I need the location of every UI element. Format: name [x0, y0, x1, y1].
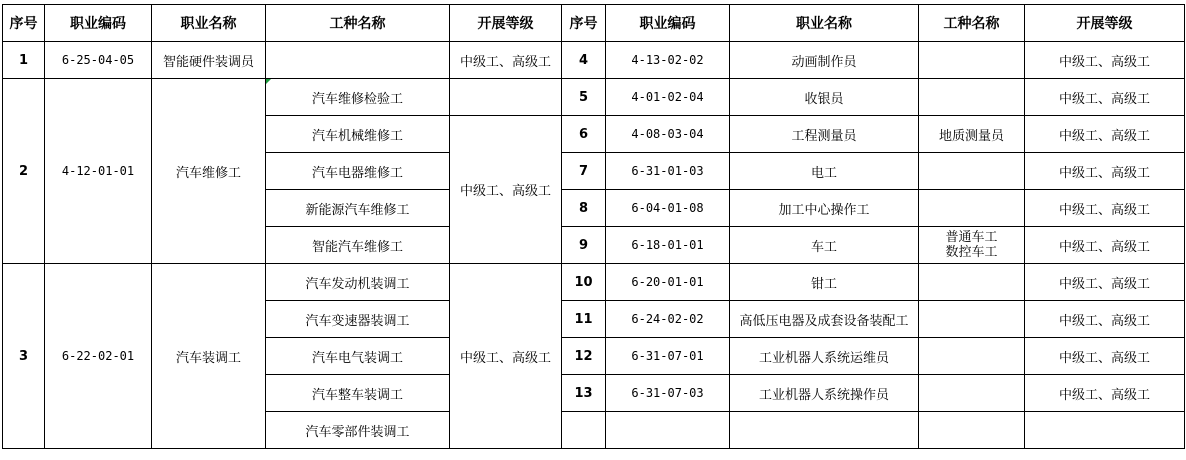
code-cell — [606, 412, 730, 449]
seq-cell: 3 — [3, 264, 45, 449]
seq-cell: 12 — [562, 338, 606, 375]
occupation-cell: 车工 — [730, 227, 919, 264]
trade-cell — [919, 264, 1025, 301]
seq-cell: 7 — [562, 153, 606, 190]
seq-cell: 2 — [3, 79, 45, 264]
trade-cell — [919, 301, 1025, 338]
trade-cell — [919, 153, 1025, 190]
seq-cell: 11 — [562, 301, 606, 338]
level-cell: 中级工、高级工 — [1025, 42, 1185, 79]
header-trade: 工种名称 — [266, 5, 450, 42]
header-trade: 工种名称 — [919, 5, 1025, 42]
code-cell: 6-18-01-01 — [606, 227, 730, 264]
occupation-cell: 高低压电器及成套设备装配工 — [730, 301, 919, 338]
occupation-cell: 汽车维修工 — [152, 79, 266, 264]
code-cell: 4-08-03-04 — [606, 116, 730, 153]
trade-cell — [919, 338, 1025, 375]
table-row — [3, 264, 1185, 301]
occupation-cell — [730, 412, 919, 449]
trade-cell: 汽车发动机装调工 — [266, 264, 450, 301]
code-cell: 6-31-07-03 — [606, 375, 730, 412]
code-cell: 4-13-02-02 — [606, 42, 730, 79]
table-row — [3, 42, 1185, 79]
trade-cell — [919, 79, 1025, 116]
trade-line: 普通车工 — [945, 230, 998, 245]
seq-cell: 8 — [562, 190, 606, 227]
level-cell: 中级工、高级工 — [1025, 375, 1185, 412]
occupation-cell: 汽车装调工 — [152, 264, 266, 449]
code-cell: 4-12-01-01 — [45, 79, 152, 264]
level-cell: 中级工、高级工 — [450, 42, 562, 79]
header-seq: 序号 — [562, 5, 606, 42]
code-cell: 6-31-07-01 — [606, 338, 730, 375]
trade-cell — [266, 42, 450, 79]
level-cell: 中级工、高级工 — [1025, 79, 1185, 116]
occupation-cell: 工业机器人系统操作员 — [730, 375, 919, 412]
level-cell: 中级工、高级工 — [1025, 153, 1185, 190]
level-cell: 中级工、高级工 — [450, 264, 562, 449]
header-code: 职业编码 — [606, 5, 730, 42]
occupation-cell: 电工 — [730, 153, 919, 190]
code-cell: 6-04-01-08 — [606, 190, 730, 227]
trade-cell: 汽车机械维修工 — [266, 116, 450, 153]
header-seq: 序号 — [3, 5, 45, 42]
trade-cell — [919, 227, 1025, 264]
occupation-cell: 钳工 — [730, 264, 919, 301]
header-occupation: 职业名称 — [730, 5, 919, 42]
trade-cell — [919, 42, 1025, 79]
trade-cell: 汽车维修检验工 — [266, 79, 450, 116]
code-cell: 6-25-04-05 — [45, 42, 152, 79]
level-cell: 中级工、高级工 — [1025, 190, 1185, 227]
trade-cell — [919, 375, 1025, 412]
seq-cell: 6 — [562, 116, 606, 153]
occupation-cell: 智能硬件装调员 — [152, 42, 266, 79]
occupation-cell: 动画制作员 — [730, 42, 919, 79]
level-cell-empty — [450, 79, 562, 116]
occupation-cell: 加工中心操作工 — [730, 190, 919, 227]
trade-cell: 地质测量员 — [919, 116, 1025, 153]
header-occupation: 职业名称 — [152, 5, 266, 42]
level-cell: 中级工、高级工 — [1025, 338, 1185, 375]
trade-cell: 智能汽车维修工 — [266, 227, 450, 264]
level-cell: 中级工、高级工 — [1025, 227, 1185, 264]
trade-cell — [919, 412, 1025, 449]
level-cell — [1025, 412, 1185, 449]
header-level: 开展等级 — [1025, 5, 1185, 42]
trade-cell: 汽车电气装调工 — [266, 338, 450, 375]
header-level: 开展等级 — [450, 5, 562, 42]
code-cell: 4-01-02-04 — [606, 79, 730, 116]
occupation-table — [2, 4, 1185, 449]
trade-cell: 新能源汽车维修工 — [266, 190, 450, 227]
code-cell: 6-24-02-02 — [606, 301, 730, 338]
trade-cell: 汽车整车装调工 — [266, 375, 450, 412]
occupation-cell: 收银员 — [730, 79, 919, 116]
seq-cell: 10 — [562, 264, 606, 301]
seq-cell — [562, 412, 606, 449]
table-row — [3, 79, 1185, 116]
header-code: 职业编码 — [45, 5, 152, 42]
occupation-cell: 工业机器人系统运维员 — [730, 338, 919, 375]
seq-cell: 13 — [562, 375, 606, 412]
seq-cell: 9 — [562, 227, 606, 264]
level-cell: 中级工、高级工 — [1025, 301, 1185, 338]
occupation-cell: 工程测量员 — [730, 116, 919, 153]
seq-cell: 4 — [562, 42, 606, 79]
trade-cell: 汽车变速器装调工 — [266, 301, 450, 338]
code-cell: 6-31-01-03 — [606, 153, 730, 190]
level-cell: 中级工、高级工 — [1025, 264, 1185, 301]
trade-cell: 汽车电器维修工 — [266, 153, 450, 190]
level-cell: 中级工、高级工 — [450, 116, 562, 264]
trade-line: 数控车工 — [945, 245, 998, 260]
header-row — [3, 5, 1185, 42]
code-cell: 6-22-02-01 — [45, 264, 152, 449]
level-cell: 中级工、高级工 — [1025, 116, 1185, 153]
trade-cell: 汽车零部件装调工 — [266, 412, 450, 449]
code-cell: 6-20-01-01 — [606, 264, 730, 301]
seq-cell: 5 — [562, 79, 606, 116]
seq-cell: 1 — [3, 42, 45, 79]
trade-cell — [919, 190, 1025, 227]
